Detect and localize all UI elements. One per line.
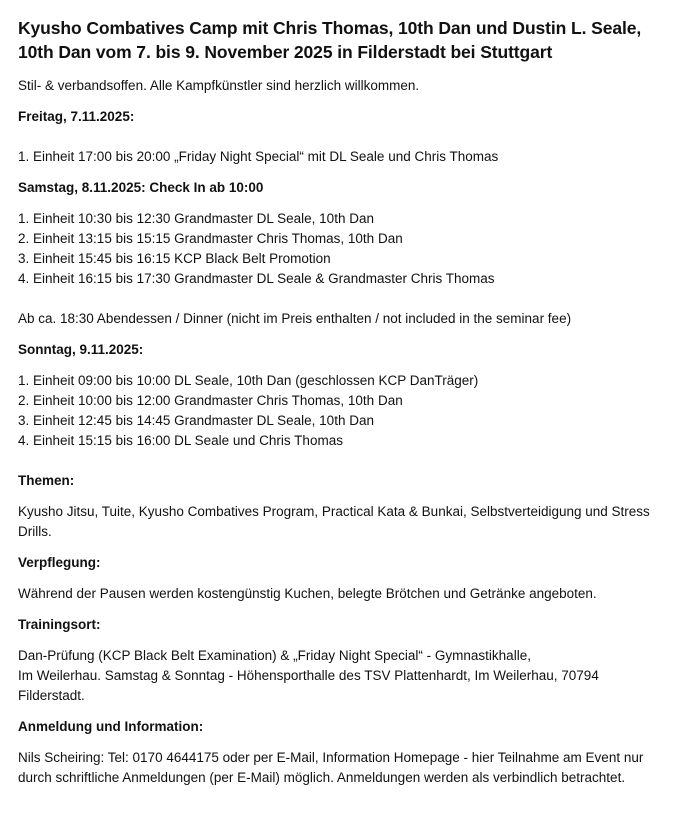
venue-line-1: Dan-Prüfung (KCP Black Belt Examination) & „Friday Night Special“ - Gymnastikhalle, (18, 648, 531, 663)
venue-text (18, 646, 657, 706)
schedule-item: 4. Einheit 16:15 bis 17:30 Grandmaster DL Seale & Grandmaster Chris Thomas (18, 271, 495, 286)
dinner-note: Ab ca. 18:30 Abendessen / Dinner (nicht im Preis enthalten / not included in the seminar fee) (18, 311, 572, 326)
schedule-item: 2. Einheit 10:00 bis 12:00 Grandmaster Chris Thomas, 10th Dan (18, 393, 403, 408)
topics-text: Kyusho Jitsu, Tuite, Kyusho Combatives Program, Practical Kata & Bunkai, Selbstverteidigung und Stress Drills. (18, 504, 650, 539)
friday-heading: Freitag, 7.11.2025: (18, 109, 135, 124)
page-title: Kyusho Combatives Camp mit Chris Thomas, 10th Dan und Dustin L. Seale, 10th Dan vom 7. bis 9. November 2025 in Filderstadt bei Stuttgart (18, 18, 642, 62)
schedule-item: 2. Einheit 13:15 bis 15:15 Grandmaster Chris Thomas, 10th Dan (18, 231, 403, 246)
schedule-item: 1. Einheit 09:00 bis 10:00 DL Seale, 10th Dan (geschlossen KCP DanTräger) (18, 373, 479, 388)
sunday-schedule (18, 371, 657, 451)
venue-heading: Trainingsort: (18, 617, 101, 632)
saturday-heading: Samstag, 8.11.2025: Check In ab 10:00 (18, 180, 264, 195)
friday-schedule (18, 147, 657, 167)
saturday-schedule (18, 209, 657, 289)
schedule-item: 4. Einheit 15:15 bis 16:00 DL Seale und Chris Thomas (18, 433, 343, 448)
topics-heading: Themen: (18, 473, 75, 488)
venue-line-2: Im Weilerhau. Samstag & Sonntag - Höhensporthalle des TSV Plattenhardt, Im Weilerhau, 70794 Filderstadt. (18, 668, 599, 703)
registration-heading: Anmeldung und Information: (18, 719, 204, 734)
sunday-heading: Sonntag, 9.11.2025: (18, 342, 144, 357)
registration-text: Nils Scheiring: Tel: 0170 4644175 oder per E-Mail, Information Homepage - hier Teilnahme am Event nur durch schriftliche Anmeldungen (per E-Mail) möglich. Anmeldungen werden als verbindlich betrachtet. (18, 750, 644, 785)
catering-heading: Verpflegung: (18, 555, 101, 570)
schedule-item: 1. Einheit 10:30 bis 12:30 Grandmaster DL Seale, 10th Dan (18, 211, 374, 226)
intro-text: Stil- & verbandsoffen. Alle Kampfkünstler sind herzlich willkommen. (18, 78, 420, 93)
schedule-item: 3. Einheit 15:45 bis 16:15 KCP Black Belt Promotion (18, 251, 331, 266)
catering-text: Während der Pausen werden kostengünstig Kuchen, belegte Brötchen und Getränke angeboten. (18, 586, 597, 601)
schedule-item: 3. Einheit 12:45 bis 14:45 Grandmaster DL Seale, 10th Dan (18, 413, 374, 428)
schedule-item: 1. Einheit 17:00 bis 20:00 „Friday Night Special“ mit DL Seale und Chris Thomas (18, 149, 499, 164)
